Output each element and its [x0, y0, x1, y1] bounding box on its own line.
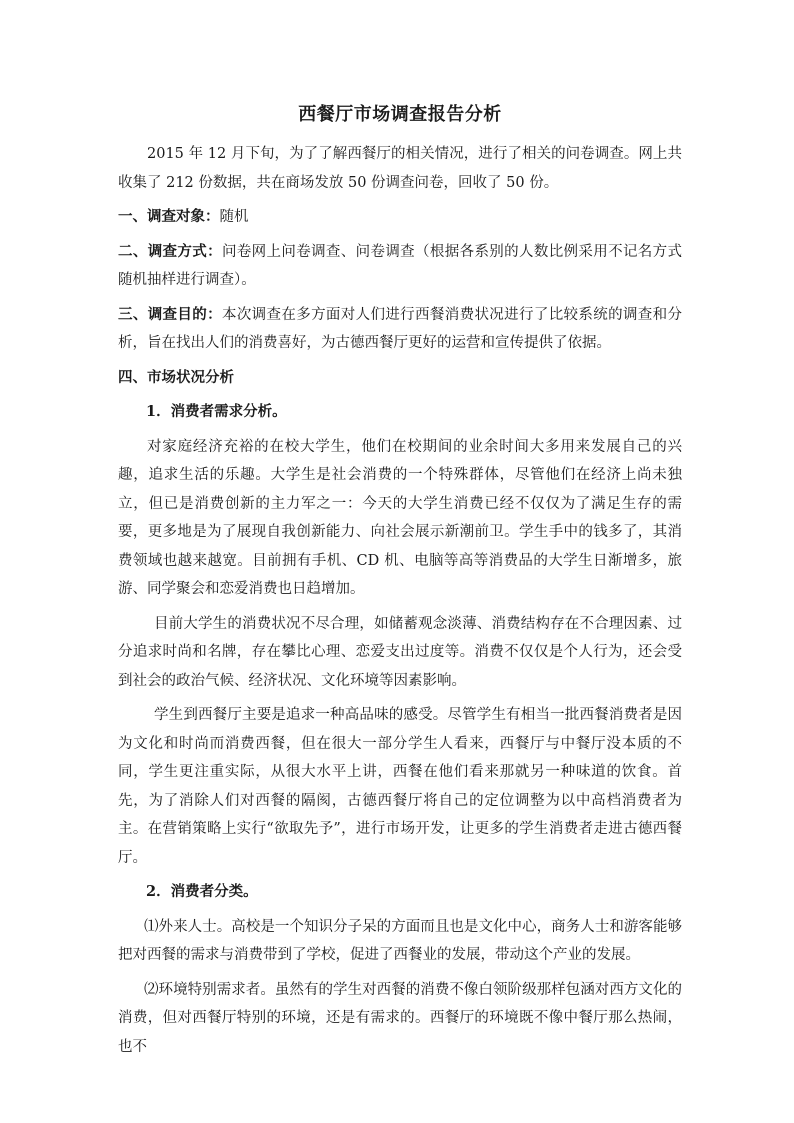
section-survey-method	[118, 238, 682, 295]
subsection-demand-heading: 1．消费者需求分析。	[146, 403, 287, 420]
section-text: 本次调查在多方面对人们进行西餐消费状况进行了比较系统的调查和分析，旨在找出人们的消费喜好，为古德西餐厅更好的运营和宣传提供了依据。	[118, 306, 683, 351]
intro-paragraph: 2015 年 12 月下旬，为了了解西餐厅的相关情况，进行了相关的问卷调查。网上共收集了 212 份数据，共在商场发放 50 份调查问卷，回收了 50 份。	[118, 146, 682, 191]
section-label: 三、调查目的：	[118, 305, 222, 323]
paragraph: 对家庭经济充裕的在校大学生，他们在校期间的业余时间大多用来发展自己的兴趣，追求生活的乐趣。大学生是社会消费的一个特殊群体，尽管他们在经济上尚未独立，但已是消费创新的主力军之一：今天的大学生消费已经不仅仅为了满足生存的需要，更多地是为了展现自我创新能力、向社会展示新潮前卫。学生手中的钱多了，其消费领域也越来越宽。目前拥有手机、CD 机、电脑等高等消费品的大学生日渐增多，旅游、同学聚会和恋爱消费也日趋增加。	[118, 438, 682, 597]
section-survey-purpose	[118, 301, 682, 358]
section-text: 随机	[219, 209, 249, 225]
section-survey-target	[118, 203, 682, 232]
paragraph: 目前大学生的消费状况不尽合理，如储蓄观念淡薄、消费结构存在不合理因素、过分追求时尚和名牌，存在攀比心理、恋爱支出过度等。消费不仅仅是个人行为，还会受到社会的政治气候、经济状况、文化环境等因素影响。	[118, 615, 682, 689]
section-label: 二、调查方式：	[118, 242, 222, 260]
document-body	[118, 100, 682, 1061]
section-text: 问卷网上问卷调查、问卷调查（根据各系别的人数比例采用不记名方式随机抽样进行调查）。	[118, 243, 683, 288]
section-label: 一、调查对象：	[118, 208, 220, 225]
paragraph: ⑴外来人士。高校是一个知识分子呆的方面而且也是文化中心，商务人士和游客能够把对西餐的需求与消费带到了学校，促进了西餐业的发展，带动这个产业的发展。	[118, 918, 682, 963]
page-title: 西餐厅市场调查报告分析	[298, 104, 502, 125]
section-market-analysis-heading: 四、市场状况分析	[118, 368, 234, 386]
subsection-classification-heading: 2．消费者分类。	[146, 883, 258, 900]
paragraph: 学生到西餐厅主要是追求一种高品味的感受。尽管学生有相当一批西餐消费者是因为文化和时尚而消费西餐，但在很大一部分学生人看来，西餐厅与中餐厅没本质的不同，学生更注重实际，从很大水平上讲，西餐在他们看来那就另一种味道的饮食。首先，为了消除人们对西餐的隔阂，古德西餐厅将自己的定位调整为以中高档消费者为主。在营销策略上实行“欲取先予”，进行市场开发，让更多的学生消费者走进古德西餐厅。	[118, 707, 682, 866]
paragraph: ⑵环境特别需求者。虽然有的学生对西餐的消费不像白领阶级那样包涵对西方文化的消费，但对西餐厅特别的环境，还是有需求的。西餐厅的环境既不像中餐厅那么热闹，也不	[118, 981, 682, 1055]
